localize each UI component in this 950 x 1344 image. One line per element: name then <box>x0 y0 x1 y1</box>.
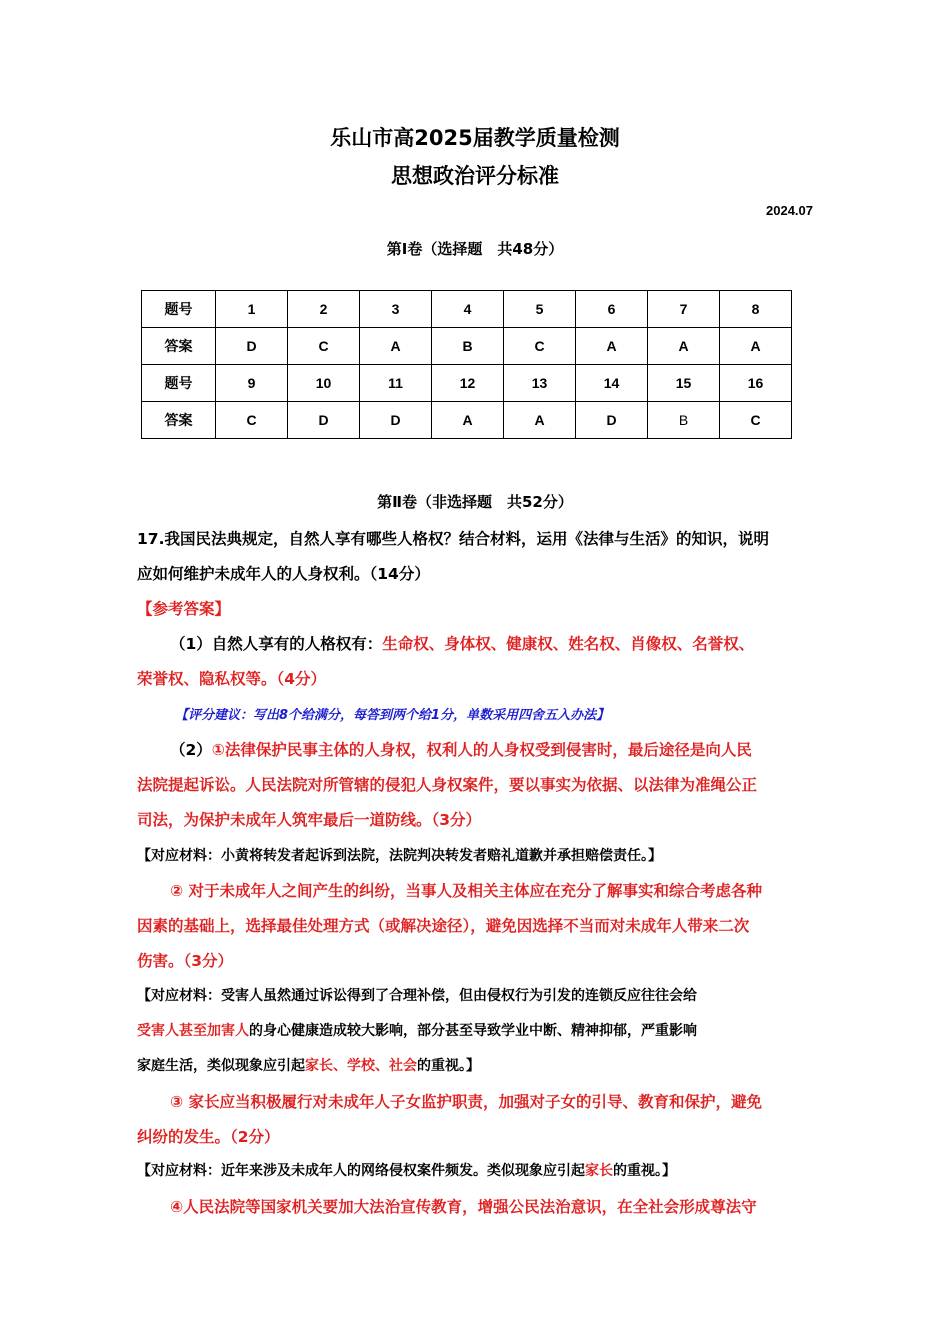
answer-cell: B <box>648 402 720 439</box>
answer-cell: A <box>720 328 792 365</box>
answer-point-3-line-2: 纠纷的发生。（2分） <box>137 1128 280 1146</box>
answer-point-2-line-2: 因素的基础上，选择最佳处理方式（或解决途径），避免因选择不当而对未成年人带来二次 <box>137 917 750 935</box>
document-date: 2024.07 <box>766 203 813 218</box>
question-number: 6 <box>576 291 648 328</box>
answer-part-1-prefix: （1）自然人享有的人格权有： <box>170 635 383 653</box>
answer-point-3-line-1: ③ 家长应当积极履行对未成年人子女监护职责，加强对子女的引导、教育和保护，避免 <box>170 1093 763 1111</box>
answer-part-1-rights: 生命权、身体权、健康权、姓名权、肖像权、名誉权、 <box>382 635 755 653</box>
answer-cell: D <box>288 402 360 439</box>
scoring-suggestion: 【评分建议：写出8个给满分，每答到两个给1分，单数采用四舍五入办法】 <box>175 708 610 723</box>
question-number: 14 <box>576 365 648 402</box>
question-number: 4 <box>432 291 504 328</box>
material-note-1: 【对应材料：小黄将转发者起诉到法院，法院判决转发者赔礼道歉并承担赔偿责任。】 <box>137 848 662 864</box>
question-number: 13 <box>504 365 576 402</box>
material-note-2-line-3 <box>137 1055 480 1075</box>
material-note-3 <box>137 1160 676 1180</box>
table-row <box>142 402 792 439</box>
answer-cell: A <box>648 328 720 365</box>
section-2-title: 第Ⅱ卷（非选择题 共52分） <box>377 493 573 511</box>
material-highlight: 家长 <box>585 1163 613 1179</box>
answer-part-2-line-1 <box>170 738 752 760</box>
document-title: 乐山市高2025届教学质量检测 <box>330 126 620 150</box>
row-label-question: 题号 <box>142 365 216 402</box>
question-number: 7 <box>648 291 720 328</box>
answer-cell: C <box>216 402 288 439</box>
table-row <box>142 365 792 402</box>
question-17-line-1: 17.我国民法典规定，自然人享有哪些人格权？结合材料，运用《法律与生活》的知识，说明 <box>137 530 769 548</box>
row-label-answer: 答案 <box>142 402 216 439</box>
material-text: 的重视。】 <box>417 1058 480 1074</box>
answer-part-1-line-1 <box>170 632 754 654</box>
answer-cell: D <box>360 402 432 439</box>
document-subtitle: 思想政治评分标准 <box>391 164 559 188</box>
answer-point-1-line-2: 法院提起诉讼。人民法院对所管辖的侵犯人身权案件，要以事实为依据、以法律为准绳公正 <box>137 776 758 794</box>
question-number: 12 <box>432 365 504 402</box>
answer-part-2-prefix: （2） <box>170 741 212 759</box>
answer-cell: C <box>504 328 576 365</box>
material-text: 的重视。】 <box>613 1163 676 1179</box>
table-row <box>142 328 792 365</box>
question-number: 2 <box>288 291 360 328</box>
material-text: 的身心健康造成较大影响，部分甚至导致学业中断、精神抑郁，严重影响 <box>249 1023 697 1039</box>
question-number: 9 <box>216 365 288 402</box>
material-note-2-line-2 <box>137 1020 697 1040</box>
material-highlight: 家长、学校、社会 <box>305 1058 417 1074</box>
answer-cell: D <box>576 402 648 439</box>
answer-cell: C <box>720 402 792 439</box>
question-number: 16 <box>720 365 792 402</box>
question-number: 3 <box>360 291 432 328</box>
question-number: 11 <box>360 365 432 402</box>
answer-point-2-line-3: 伤害。（3分） <box>137 952 234 970</box>
answer-point-1-line-3: 司法，为保护未成年人筑牢最后一道防线。（3分） <box>137 811 482 829</box>
row-label-answer: 答案 <box>142 328 216 365</box>
question-number: 15 <box>648 365 720 402</box>
answer-cell: A <box>504 402 576 439</box>
material-text: 【对应材料：近年来涉及未成年人的网络侵权案件频发。类似现象应引起 <box>137 1163 585 1179</box>
answer-point-4-line-1: ④人民法院等国家机关要加大法治宣传教育，增强公民法治意识，在全社会形成尊法守 <box>170 1198 757 1216</box>
answer-cell: C <box>288 328 360 365</box>
answer-cell: A <box>360 328 432 365</box>
material-text: 家庭生活，类似现象应引起 <box>137 1058 305 1074</box>
material-highlight: 受害人甚至加害人 <box>137 1023 249 1039</box>
answer-part-1-line-2: 荣誉权、隐私权等。（4分） <box>137 670 327 688</box>
row-label-question: 题号 <box>142 291 216 328</box>
question-number: 5 <box>504 291 576 328</box>
answer-table <box>141 290 792 439</box>
reference-answer-label: 【参考答案】 <box>137 600 231 618</box>
question-number: 10 <box>288 365 360 402</box>
question-17-line-2: 应如何维护未成年人的人身权利。（14分） <box>137 565 430 583</box>
question-number: 8 <box>720 291 792 328</box>
table-row <box>142 291 792 328</box>
answer-cell: A <box>432 402 504 439</box>
answer-cell: A <box>576 328 648 365</box>
answer-cell: D <box>216 328 288 365</box>
question-number: 1 <box>216 291 288 328</box>
answer-cell: B <box>432 328 504 365</box>
material-note-2-line-1: 【对应材料：受害人虽然通过诉讼得到了合理补偿，但由侵权行为引发的连锁反应往往会给 <box>137 988 697 1004</box>
answer-point-2-line-1: ② 对于未成年人之间产生的纠纷，当事人及相关主体应在充分了解事实和综合考虑各种 <box>170 882 763 900</box>
section-1-title: 第Ⅰ卷（选择题 共48分） <box>386 240 564 258</box>
answer-point-1: ①法律保护民事主体的人身权，权利人的人身权受到侵害时，最后途径是向人民 <box>211 741 752 759</box>
